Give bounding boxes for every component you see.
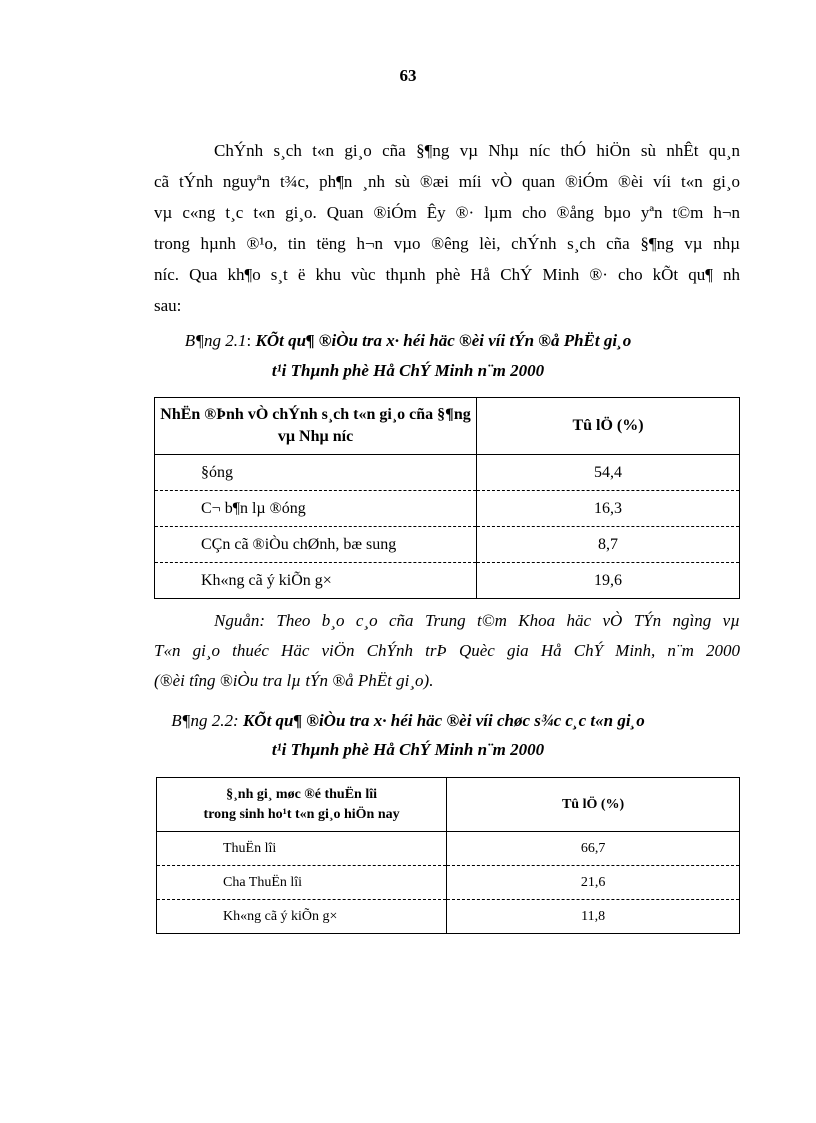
page-number: 63: [399, 66, 417, 85]
source-line: T«n gi¸o thuéc Häc viÖn ChÝnh trÞ Quèc gia Hå ChÝ Minh, n¨m 2000: [154, 641, 740, 660]
table2-caption-prefix: B¶ng 2.2:: [171, 711, 243, 730]
table2: [156, 777, 740, 934]
table-row: [155, 527, 740, 563]
table2-caption: [0, 705, 816, 737]
paragraph-line: vµ c«ng t¸c t«n gi¸o. Quan ®iÓm Êy ®· lµm cho ®ång bµo yªn t©m h¬n: [154, 203, 740, 222]
table1-cell-label: Kh«ng cã ý kiÕn g×: [155, 563, 477, 599]
table-row: [157, 900, 740, 934]
paragraph-line: sau:: [154, 296, 182, 315]
paragraph-line: ChÝnh s¸ch t«n gi¸o cña §¶ng vµ Nhµ níc thÓ hiÖn sù nhÊt qu¸n: [214, 141, 740, 160]
table1-caption-prefix: B¶ng 2.1: [184, 331, 247, 350]
table-row: [155, 491, 740, 527]
table1-cell-value: 54,4: [477, 455, 740, 491]
table2-cell-value: 21,6: [447, 866, 740, 900]
table1-source-note: [154, 606, 740, 696]
table2-header-col1-line2: trong sinh ho¹t t«n gi¸o hiÖn nay: [203, 806, 400, 822]
table2-header-col1: [157, 778, 447, 832]
table2-header-col2: Tû lÖ (%): [447, 778, 740, 832]
table-row: [155, 455, 740, 491]
table1-header-col1: NhËn ®Þnh vÒ chÝnh s¸ch t«n gi¸o cña §¶ng vµ Nhµ níc: [155, 398, 477, 455]
table2-cell-label: ThuËn lîi: [157, 832, 447, 866]
table1: [154, 397, 740, 599]
body-paragraph: [154, 135, 740, 321]
table1-caption-title: KÕt qu¶ ®iÒu tra x· héi häc ®èi víi tÝn ®å PhËt gi¸o: [255, 331, 632, 350]
table1-cell-label: CÇn cã ®iÒu chØnh, bæ sung: [155, 527, 477, 563]
table1-caption: [0, 325, 816, 357]
table2-caption-line2: [0, 734, 816, 766]
table1-cell-value: 16,3: [477, 491, 740, 527]
table2-header-col1-line1: §¸nh gi¸ møc ®é thuËn lîi: [226, 786, 378, 802]
table-row: [157, 866, 740, 900]
table1-caption-sep: :: [246, 331, 256, 350]
table1-cell-label: C¬ b¶n lµ ®óng: [155, 491, 477, 527]
source-line: (®èi tîng ®iÒu tra lµ tÝn ®å PhËt gi¸o).: [154, 671, 434, 690]
table2-header-row: [157, 778, 740, 832]
table2-caption-title: KÕt qu¶ ®iÒu tra x· héi häc ®èi víi chøc s¾c c¸c t«n gi¸o: [242, 711, 645, 730]
table2-cell-label: Cha ThuËn lîi: [157, 866, 447, 900]
table1-header-row: [155, 398, 740, 455]
table2-cell-value: 66,7: [447, 832, 740, 866]
table2-cell-value: 11,8: [447, 900, 740, 934]
source-line: Nguån: Theo b¸o c¸o cña Trung t©m Khoa häc vÒ TÝn ngìng vµ: [214, 611, 740, 630]
table-row: [155, 563, 740, 599]
table2-caption-location: t¹i Thµnh phè Hå ChÝ Minh n¨m 2000: [271, 740, 545, 759]
paragraph-line: cã tÝnh nguyªn t¾c, ph¶n ¸nh sù ®æi míi vÒ quan ®iÓm ®èi víi t«n gi¸o: [154, 172, 740, 191]
paragraph-line: trong hµnh ®¹o, tin tëng h¬n vµo ®êng lèi, chÝnh s¸ch cña §¶ng vµ nhµ: [154, 234, 740, 253]
table1-cell-value: 19,6: [477, 563, 740, 599]
table1-cell-value: 8,7: [477, 527, 740, 563]
table1-cell-label: §óng: [155, 455, 477, 491]
table-row: [157, 832, 740, 866]
table1-caption-line2: [0, 355, 816, 387]
table1-header-col2: Tû lÖ (%): [477, 398, 740, 455]
table2-cell-label: Kh«ng cã ý kiÕn g×: [157, 900, 447, 934]
paragraph-line: níc. Qua kh¶o s¸t ë khu vùc thµnh phè Hå ChÝ Minh ®· cho kÕt qu¶ nh: [154, 265, 740, 284]
table1-caption-location: t¹i Thµnh phè Hå ChÝ Minh n¨m 2000: [271, 361, 545, 380]
